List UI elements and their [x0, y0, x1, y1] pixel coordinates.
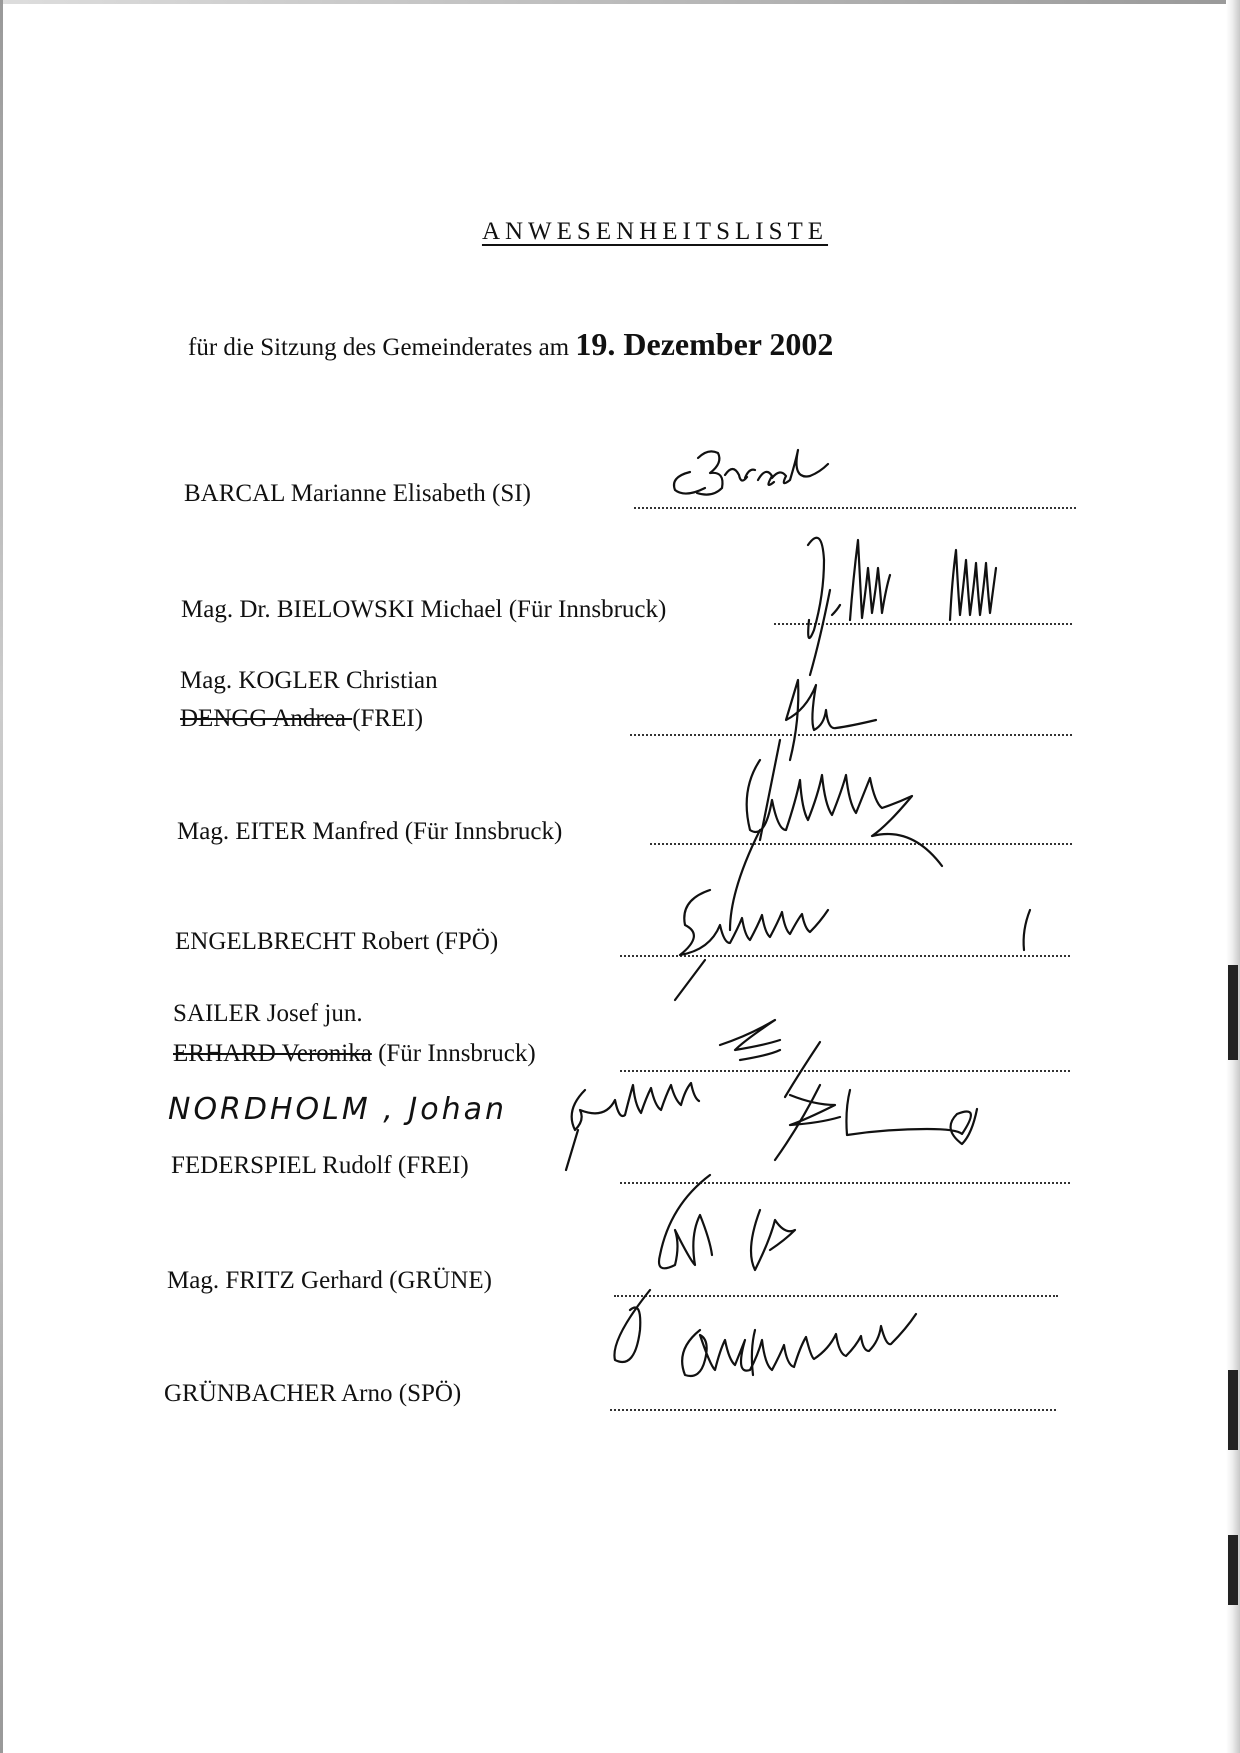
- scan-mark: [1228, 1370, 1238, 1450]
- scan-edge-right: [1226, 0, 1240, 1753]
- subtitle-text: für die Sitzung des Gemeinderates am: [188, 334, 570, 361]
- signature-line: [634, 507, 1076, 509]
- signature-line: [774, 623, 1072, 625]
- attendee-name: Mag. KOGLER Christian: [180, 667, 438, 694]
- scan-mark: [1228, 965, 1238, 1060]
- scan-edge-top: [0, 0, 1240, 4]
- signature-fritz: [614, 1175, 795, 1362]
- signature-engelbrecht: [675, 890, 1030, 1000]
- handwritten-name: NORDHOLM , Johan: [168, 1092, 507, 1127]
- scan-mark: [1228, 1535, 1238, 1605]
- signature-line: [620, 1182, 1070, 1184]
- signature-barcal: [674, 450, 828, 495]
- signature-eiter: [730, 760, 942, 930]
- attendee-name: FEDERSPIEL Rudolf (FREI): [171, 1152, 469, 1179]
- struck-name: DENGG Andrea: [180, 705, 353, 732]
- signature-bielowski: [808, 538, 996, 675]
- signature-line: [620, 955, 1070, 957]
- attendee-name-line2: ERHARD Veronika (Für Innsbruck): [173, 1040, 536, 1067]
- attendee-name: ENGELBRECHT Robert (FPÖ): [175, 928, 499, 955]
- attendee-name: GRÜNBACHER Arno (SPÖ): [164, 1380, 462, 1407]
- attendee-name-line2: DENGG Andrea (FREI): [180, 705, 424, 732]
- attendee-name: Mag. EITER Manfred (Für Innsbruck): [177, 818, 563, 845]
- meeting-date: 19. Dezember 2002: [575, 326, 834, 362]
- struck-name: ERHARD Veronika: [173, 1040, 372, 1067]
- signature-sailer: [720, 1020, 820, 1097]
- scan-edge-left: [0, 0, 3, 1753]
- attendee-name: BARCAL Marianne Elisabeth (SI): [184, 480, 531, 507]
- signature-line: [610, 1409, 1056, 1411]
- signature-federspiel: [566, 1083, 977, 1170]
- document-subtitle: [188, 326, 833, 363]
- document-title: ANWESENHEITSLISTE: [481, 218, 829, 245]
- attendee-name: Mag. Dr. BIELOWSKI Michael (Für Innsbruck): [181, 596, 667, 623]
- signature-kogler: [760, 680, 876, 840]
- signature-gruenbacher: [682, 1314, 916, 1376]
- attendee-name: SAILER Josef jun.: [173, 1000, 363, 1027]
- attendee-name: Mag. FRITZ Gerhard (GRÜNE): [167, 1267, 492, 1294]
- signature-line: [630, 734, 1072, 736]
- signature-line: [650, 843, 1072, 845]
- signature-line: [620, 1070, 1070, 1072]
- signature-line: [614, 1295, 1058, 1297]
